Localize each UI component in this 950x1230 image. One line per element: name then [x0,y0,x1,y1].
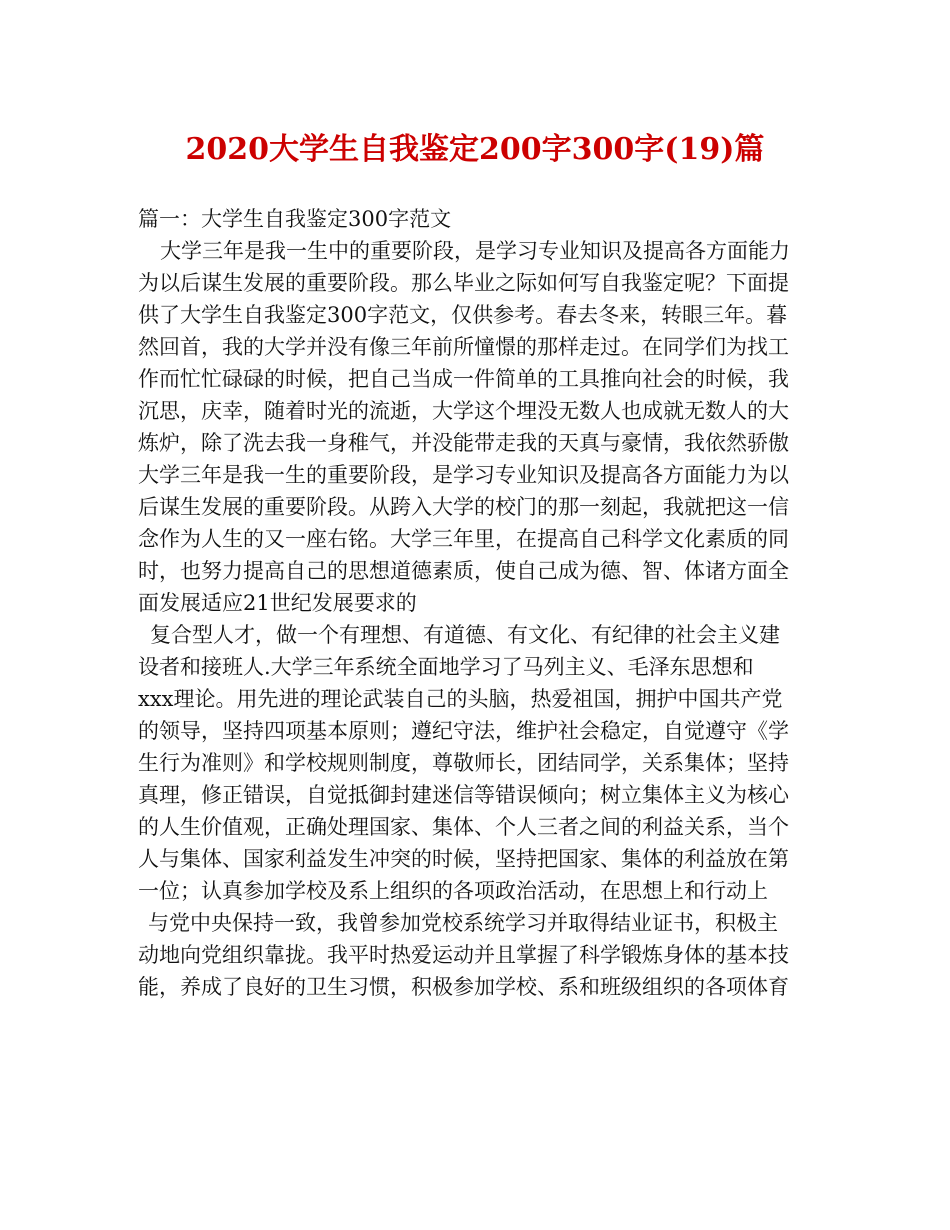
section-heading: 篇一：大学生自我鉴定300字范文 [138,207,452,231]
paragraph-line: 供了大学生自我鉴定300字范文，仅供参考。春去冬来，转眼三年。暮 [138,303,788,327]
paragraph-line: 一位；认真参加学校及系上组织的各项政治活动，在思想上和行动上 [138,879,768,903]
paragraph-line: 作而忙忙碌碌的时候，把自己当成一件简单的工具推向社会的时候，我 [138,367,789,391]
paragraph-line: 然回首，我的大学并没有像三年前所憧憬的那样走过。在同学们为找工 [138,335,789,359]
paragraph-line: 念作为人生的又一座右铭。大学三年里，在提高自己科学文化素质的同 [138,527,789,551]
paragraph-line: 生行为准则》和学校规则制度，尊敬师长，团结同学，关系集体；坚持 [138,751,789,775]
paragraph-line: 沉思，庆幸，随着时光的流逝，大学这个埋没无数人也成就无数人的大 [138,399,789,423]
paragraph-line: 时，也努力提高自己的思想道德素质，使自己成为德、智、体诸方面全 [138,559,789,583]
paragraph-line: 为以后谋生发展的重要阶段。那么毕业之际如何写自我鉴定呢？下面提 [138,271,789,295]
document-title: 2020大学生自我鉴定200字300字(19)篇 [185,132,765,167]
paragraph-line: 真理，修正错误，自觉抵御封建迷信等错误倾向；树立集体主义为核心 [138,783,789,807]
paragraph-line: 人与集体、国家利益发生冲突的时候，坚持把国家、集体的利益放在第 [138,847,789,871]
paragraph-line: 的人生价值观，正确处理国家、集体、个人三者之间的利益关系，当个 [138,815,789,839]
paragraph-line: 的领导，坚持四项基本原则；遵纪守法，维护社会稳定，自觉遵守《学 [138,719,789,743]
paragraph-line: 复合型人才，做一个有理想、有道德、有文化、有纪律的社会主义建 [150,623,780,647]
paragraph-line: 后谋生发展的重要阶段。从跨入大学的校门的那一刻起，我就把这一信 [138,495,789,519]
document-body [138,203,814,1003]
paragraph-line: 大学三年是我一生中的重要阶段，是学习专业知识及提高各方面能力 [160,239,790,263]
paragraph-line: 设者和接班人.大学三年系统全面地学习了马列主义、毛泽东思想和 [138,655,754,679]
paragraph-line: 面发展适应21世纪发展要求的 [138,591,417,615]
paragraph-line: 与党中央保持一致，我曾参加党校系统学习并取得结业证书，积极主 [148,911,778,935]
paragraph-line: 能，养成了良好的卫生习惯，积极参加学校、系和班级组织的各项体育 [138,975,789,999]
paragraph-line: 炼炉，除了洗去我一身稚气，并没能带走我的天真与豪情，我依然骄傲 [138,431,789,455]
paragraph-line: 大学三年是我一生的重要阶段，是学习专业知识及提高各方面能力为以 [138,463,789,487]
paragraph-line: xxx理论。用先进的理论武装自己的头脑，热爱祖国，拥护中国共产党 [138,687,783,711]
paragraph-line: 动地向党组织靠拢。我平时热爱运动并且掌握了科学锻炼身体的基本技 [138,943,789,967]
